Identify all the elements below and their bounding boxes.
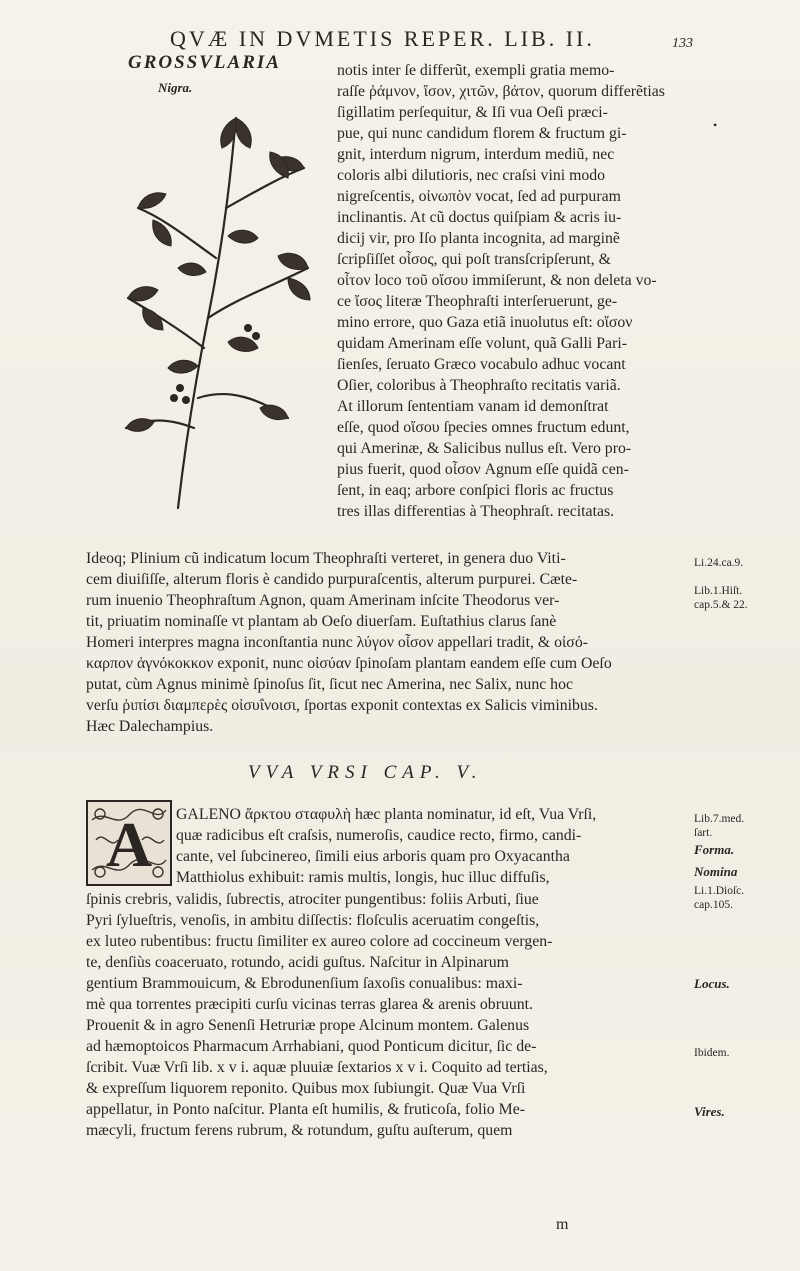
text-line: ſienſes, ſeruato Græco vocabulo adhuc vocant xyxy=(337,356,626,373)
indented-text xyxy=(176,804,691,888)
text-line: putat, cùm Agnus minimè ſpinoſus ſit, ſicut nec Amerina, nec Salix, nunc hoc xyxy=(86,676,573,693)
text-line: dicij vir, pro Iſo planta incognita, ad marginẽ xyxy=(337,230,620,247)
text-line: coloris albi dilutioris, nec craſsi vini modo xyxy=(337,167,606,184)
svg-text:A: A xyxy=(105,809,153,880)
text-line: appellatur, in Ponto naſcitur. Planta eſt humilis, & fruticoſa, folio Me- xyxy=(86,1101,525,1118)
text-line: ſent, in eaq; arbore conſpici floris ac fructus xyxy=(337,482,614,499)
margin-note xyxy=(694,1046,729,1060)
text-line: οἶτον loco τοῦ οἴσου immiſerunt, & non deleta vo- xyxy=(337,272,657,289)
text-line: καρπον ἀγνόκοκκον exponit, nunc οἰσύαν ſpinoſam plantam eandem eſſe cum Oeſo xyxy=(86,655,612,672)
text-line: tres illas differentias à Theophraſt. recitatas. xyxy=(337,503,615,520)
text-line: At illorum ſententiam vanam id demonſtrat xyxy=(337,398,609,415)
text-line: Pyri ſylueſtris, venoſis, in ambitu diſſectis: floſculis aceruatim congeſtis, xyxy=(86,912,540,929)
text-line: gentium Brammouicum, & Ebrodunenſium ſaxoſis conualibus: maxi- xyxy=(86,975,523,992)
text-line: gnit, interdum nigrum, interdum mediũ, nec xyxy=(337,146,615,163)
plant-title: GROSSVLARIA xyxy=(128,52,281,73)
text-line: Matthiolus exhibuit: ramis multis, longis, huc illuc diffuſis, xyxy=(176,869,550,886)
plant-illustration xyxy=(108,98,330,518)
drop-cap-ornament xyxy=(86,800,172,886)
text-line: quæ radicibus eſt craſsis, numeroſis, caudice recto, firmo, candi- xyxy=(176,827,582,844)
margin-note-line: cap.5.& 22. xyxy=(694,599,748,611)
margin-note xyxy=(694,1104,725,1120)
margin-note xyxy=(694,842,734,858)
text-line: & expreſſum liquorem reponito. Quibus mox ſubiungit. Quæ Vua Vrſi xyxy=(86,1080,526,1097)
catchword: m xyxy=(556,1216,569,1233)
text-line: pue, qui nunc candidum florem & fructum gi- xyxy=(337,125,627,142)
margin-note-line: Li.1.Dioſc. xyxy=(694,885,745,897)
text-line: mè qua torrentes præcipiti curſu vicinas terras glarea & arenis obruunt. xyxy=(86,996,533,1013)
right-column-text xyxy=(337,60,687,522)
text-line: cante, vel ſubcinereo, ſimili eius arboris quam pro Oxyacantha xyxy=(176,848,570,865)
margin-note-line: ſart. xyxy=(694,827,713,839)
margin-note-line: Lib.7.med. xyxy=(694,813,745,825)
text-line: verſu ῥιπίσι διαμπερὲς οἰσυΐνοισι, ſportas exponit contextas ex Salicis viminibus. xyxy=(86,697,598,714)
text-line: qui Amerinæ, & Salicibus nullus eſt. Vero pro- xyxy=(337,440,632,457)
text-line: quidam Amerinam eſſe volunt, quã Galli Pari- xyxy=(337,335,627,352)
margin-note xyxy=(694,584,748,612)
text-line: ex luteo rubentibus: fructu ſimiliter ex aureo colore ad coccineum vergen- xyxy=(86,933,553,950)
text-line: ſigillatim perſequitur, & Iſi vua Oeſi præci- xyxy=(337,104,608,121)
text-line: ſcripſiſſet οἶσος, qui poſt transſcripſerunt, & xyxy=(337,251,611,268)
text-line: rum inuenio Theophraſtum Agnon, quam Amerinam inſcite Theodorus ver- xyxy=(86,592,560,609)
full-width-text-2 xyxy=(86,889,691,1141)
margin-note-line: Locus. xyxy=(694,976,730,991)
text-line: eſſe, quod οἴσου ſpecies omnes fructum edunt, xyxy=(337,419,630,436)
text-line: GALENO ἄρκτου σταφυλὴ hæc planta nominatur, id eſt, Vua Vrſi, xyxy=(176,806,597,823)
text-line: ſpinis crebris, validis, ſubrectis, atrociter pungentibus: foliis Arbuti, ſiue xyxy=(86,891,539,908)
margin-note xyxy=(694,976,730,992)
text-line: nigreſcentis, οἰνωπὸν vocat, ſed ad purpuram xyxy=(337,188,621,205)
chapter-heading: VVA VRSI CAP. V. xyxy=(248,762,483,783)
margin-note-line: Forma. xyxy=(694,842,735,857)
margin-note xyxy=(694,884,744,912)
text-line: mino errore, quo Gaza etiã inuolutus eſt: οἴσον xyxy=(337,314,633,331)
text-line: Oſier, coloribus à Theophraſto recitatis variã. xyxy=(337,377,621,394)
margin-note-line: Li.24.ca.9. xyxy=(694,557,744,569)
text-line: te, denſiùs coaceruato, rotundo, acidi guſtus. Naſcitur in Alpinarum xyxy=(86,954,509,971)
text-line: Hæc Dalechampius. xyxy=(86,718,214,735)
running-head: QVÆ IN DVMETIS REPER. LIB. II. xyxy=(170,26,595,51)
text-line: mæcyli, fructum ferens rubrum, & rotundum, guſtu auſterum, quem xyxy=(86,1122,513,1139)
page-number: 133 xyxy=(672,36,693,51)
text-line: inclinantis. At cũ doctus quiſpiam & acris iu- xyxy=(337,209,622,226)
text-line: raſſe ῥάμνον, ἴσον, χιτῶν, βάτον, quorum differẽtias xyxy=(337,83,665,100)
margin-note-line: Nomina xyxy=(694,864,738,879)
margin-dot: • xyxy=(713,118,718,132)
text-line: ce ἴσος literæ Theophraſti interſeruerunt, ge- xyxy=(337,293,618,310)
margin-note-line: Ibidem. xyxy=(694,1047,730,1059)
full-width-text-1 xyxy=(86,548,691,737)
text-line: ſcribit. Vuæ Vrſi lib. x v i. aquæ pluuiæ ſextarios x v i. Coquito ad tertias, xyxy=(86,1059,548,1076)
margin-note xyxy=(694,864,737,880)
plant-subtitle: Nigra. xyxy=(158,80,193,95)
margin-note xyxy=(694,812,744,840)
text-line: Prouenit & in agro Senenſi Hetruriæ prope Alcinum montem. Galenus xyxy=(86,1017,530,1034)
text-line: notis inter ſe differũt, exempli gratia memo- xyxy=(337,62,615,79)
text-line: pius fuerit, quod οἶσον Agnum eſſe quidã cen- xyxy=(337,461,629,478)
margin-note xyxy=(694,556,743,570)
text-line: cem diuiſiſſe, alterum floris è candido purpuraſcentis, alterum purpurei. Cæte- xyxy=(86,571,578,588)
text-line: ad hæmoptoicos Pharmacum Arrhabiani, quod Ponticum dicitur, ſic de- xyxy=(86,1038,537,1055)
text-line: tit, priuatim nominaſſe vt plantam ab Oeſo diuerſam. Euſtathius clarus ſanè xyxy=(86,613,557,630)
text-line: Homeri interpres magna inconſtantia nunc λύγον οἶσον appellari tradit, & οἰσό- xyxy=(86,634,588,651)
margin-note-line: Lib.1.Hiſt. xyxy=(694,585,743,597)
margin-note-line: cap.105. xyxy=(694,899,733,911)
text-line: Ideoq; Plinium cũ indicatum locum Theophraſti verteret, in genera duo Viti- xyxy=(86,550,566,567)
margin-note-line: Vires. xyxy=(694,1104,725,1119)
